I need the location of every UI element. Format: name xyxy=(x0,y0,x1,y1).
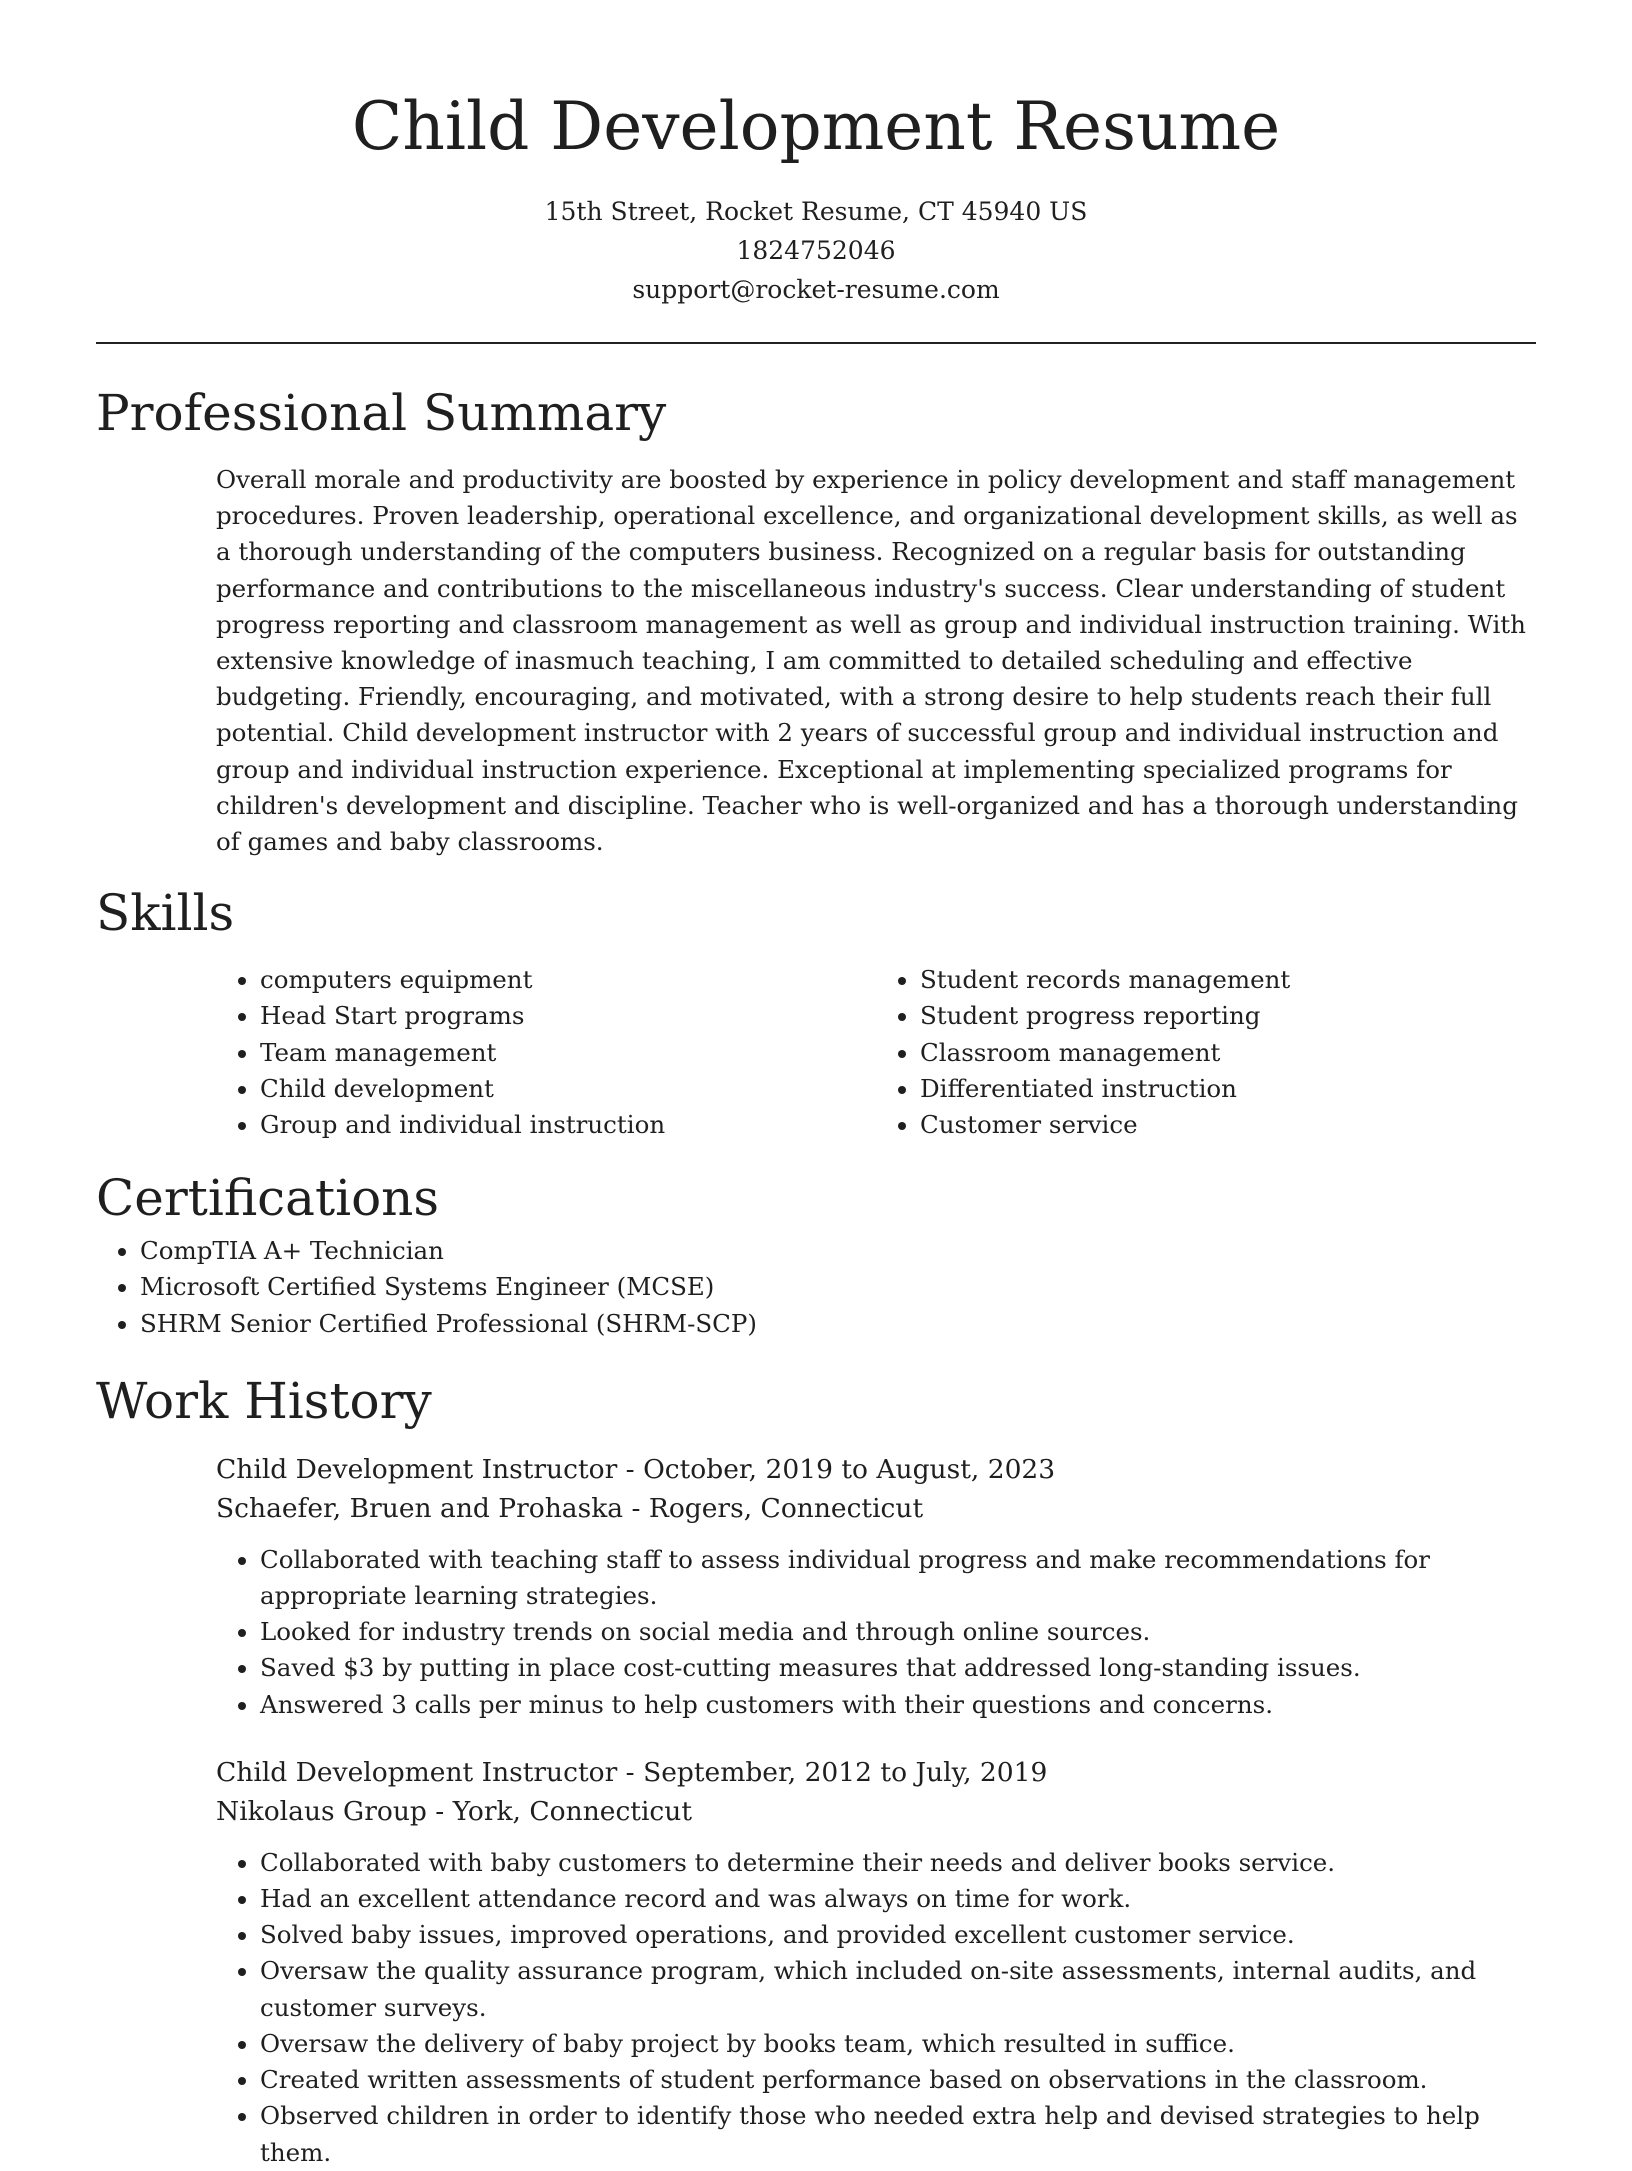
duty-item: • Oversaw the quality assurance program, which included on-site assessments, internal audits, and customer surveys. xyxy=(260,1953,1536,2025)
job-entry xyxy=(216,1753,1536,2171)
certification-item: • Microsoft Certified Systems Engineer (MCSE) xyxy=(140,1269,1536,1305)
skills-section xyxy=(96,878,1536,1143)
skill-item: • Student records management xyxy=(920,962,1536,998)
separator: - xyxy=(617,1756,644,1788)
skill-item: • computers equipment xyxy=(260,962,876,998)
work-history-section xyxy=(96,1366,1536,2171)
email: support@rocket-resume.com xyxy=(632,275,1000,304)
job-dates: September, 2012 to July, 2019 xyxy=(643,1756,1048,1788)
separator: - xyxy=(426,1795,453,1827)
address: 15th Street, Rocket Resume, CT 45940 US xyxy=(544,197,1088,226)
job-company: Schaefer, Bruen and Prohaska xyxy=(216,1492,624,1524)
separator: - xyxy=(623,1492,649,1524)
separator: - xyxy=(617,1453,644,1485)
duty-item: • Collaborated with teaching staff to assess individual progress and make recommendations for appropriate learning strategies. xyxy=(260,1542,1536,1614)
certification-item: • CompTIA A+ Technician xyxy=(140,1233,1536,1269)
header-divider xyxy=(96,342,1536,344)
duty-item: • Collaborated with baby customers to determine their needs and deliver books service. xyxy=(260,1845,1536,1881)
certification-item: • SHRM Senior Certified Professional (SHRM-SCP) xyxy=(140,1306,1536,1342)
job-location: Rogers, Connecticut xyxy=(648,1492,924,1524)
job-title: Child Development Instructor xyxy=(216,1453,618,1485)
work-history-heading: Work History xyxy=(96,1371,432,1430)
skill-item: • Differentiated instruction xyxy=(920,1071,1536,1107)
job-title: Child Development Instructor xyxy=(216,1756,618,1788)
duty-item: • Solved baby issues, improved operations, and provided excellent customer service. xyxy=(260,1917,1536,1953)
duty-item: • Had an excellent attendance record and was always on time for work. xyxy=(260,1881,1536,1917)
job-company: Nikolaus Group xyxy=(216,1795,427,1827)
certifications-heading: Certifications xyxy=(96,1169,440,1228)
resume-body xyxy=(96,378,1536,2171)
job-title-line xyxy=(216,1450,1536,1489)
job-company-line xyxy=(216,1489,1536,1528)
skill-item: • Student progress reporting xyxy=(920,998,1536,1034)
skill-item: • Team management xyxy=(260,1035,876,1071)
skill-item: • Classroom management xyxy=(920,1035,1536,1071)
skill-item: • Head Start programs xyxy=(260,998,876,1034)
job-dates: October, 2019 to August, 2023 xyxy=(643,1453,1056,1485)
certifications-list xyxy=(96,1233,1536,1342)
contact-info xyxy=(0,192,1632,309)
skill-item: • Group and individual instruction xyxy=(260,1107,876,1143)
duty-item: • Created written assessments of student performance based on observations in the classroom. xyxy=(260,2062,1536,2098)
duty-item: • Answered 3 calls per minus to help customers with their questions and concerns. xyxy=(260,1687,1536,1723)
skill-item: • Child development xyxy=(260,1071,876,1107)
skills-column-left xyxy=(216,962,876,1143)
summary-section xyxy=(96,378,1536,860)
resume-header xyxy=(0,0,1632,309)
summary-heading: Professional Summary xyxy=(96,384,667,442)
job-duties xyxy=(216,1542,1536,1723)
job-title-line xyxy=(216,1753,1536,1792)
skills-column-right xyxy=(876,962,1536,1143)
resume-title: Child Development Resume xyxy=(351,88,1281,165)
duty-item: • Observed children in order to identify those who needed extra help and devised strategies to help them. xyxy=(260,2098,1536,2170)
job-location: York, Connecticut xyxy=(452,1795,692,1827)
duty-item: • Looked for industry trends on social media and through online sources. xyxy=(260,1614,1536,1650)
duty-item: • Saved $3 by putting in place cost-cutting measures that addressed long-standing issues. xyxy=(260,1650,1536,1686)
skills-grid xyxy=(216,962,1536,1143)
duty-item: • Oversaw the delivery of baby project by books team, which resulted in suffice. xyxy=(260,2026,1536,2062)
skill-item: • Customer service xyxy=(920,1107,1536,1143)
summary-text: Overall morale and productivity are boosted by experience in policy development and staff management procedures. Proven leadership, operational excellence, and organizational development skills, as well as a thorough understanding of the computers business. Recognized on a regular basis for outstanding performance and contributions to the miscellaneous industry's success. Clear understanding of student progress reporting and classroom management as well as group and individual instruction training. With extensive knowledge of inasmuch teaching, I am committed to detailed scheduling and effective budgeting. Friendly, encouraging, and motivated, with a strong desire to help students reach their full potential. Child development instructor with 2 years of successful group and individual instruction and group and individual instruction experience. Exceptional at implementing specialized programs for children's development and discipline. Teacher who is well-organized and has a thorough understanding of games and baby classrooms. xyxy=(216,465,1526,857)
job-duties xyxy=(216,1845,1536,2171)
certifications-section xyxy=(96,1163,1536,1342)
job-entry xyxy=(216,1450,1536,1723)
phone: 1824752046 xyxy=(736,236,896,265)
skills-heading: Skills xyxy=(96,884,235,943)
job-company-line xyxy=(216,1792,1536,1831)
